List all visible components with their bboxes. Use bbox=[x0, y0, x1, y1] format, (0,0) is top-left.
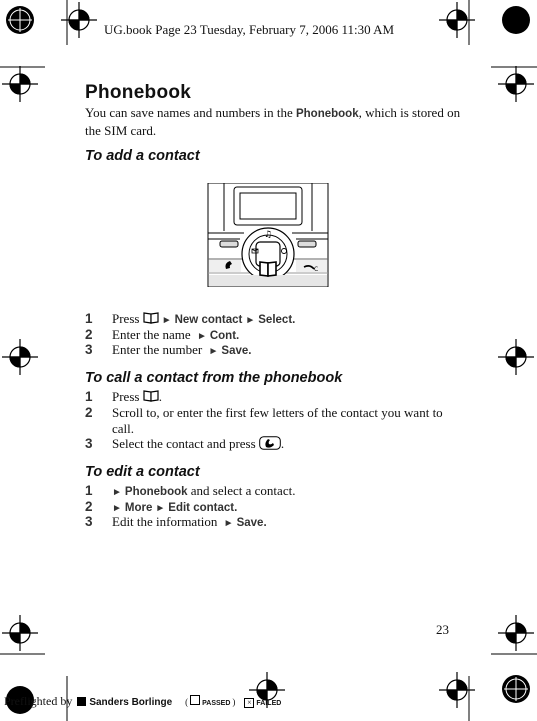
heading-add-contact: To add a contact bbox=[85, 148, 200, 164]
step-end: . bbox=[263, 517, 267, 529]
preflight-footer bbox=[4, 694, 281, 709]
step-end: . bbox=[158, 389, 162, 404]
intro-text-2: , which is stored on the SIM card. bbox=[85, 105, 461, 138]
step-number: 1 bbox=[85, 483, 93, 498]
step-number: 2 bbox=[85, 327, 93, 342]
step-text: Press bbox=[112, 389, 143, 404]
step-text: Enter the number bbox=[112, 342, 206, 357]
step-end: . bbox=[292, 314, 296, 326]
step-end: . bbox=[236, 330, 240, 342]
step-number: 3 bbox=[85, 436, 93, 451]
arrow-right-icon: ► bbox=[112, 503, 122, 514]
step-text: and select a contact. bbox=[187, 483, 296, 498]
preflight-prefix: Preflighted by bbox=[4, 694, 73, 708]
registration-mark-lower-left bbox=[2, 615, 38, 651]
page-number: 23 bbox=[436, 622, 449, 637]
menu-edit-contact: Edit contact bbox=[168, 502, 235, 514]
preflight-brand: Sanders Borlinge bbox=[89, 697, 173, 708]
heading-edit-contact: To edit a contact bbox=[85, 464, 200, 480]
intro-term-phonebook: Phonebook bbox=[295, 108, 359, 120]
menu-new-contact: New contact bbox=[174, 314, 243, 326]
arrow-right-icon: ► bbox=[155, 503, 166, 514]
heading-call-contact: To call a contact from the phonebook bbox=[85, 370, 343, 386]
page-title: Phonebook bbox=[85, 82, 192, 103]
menu-cont: Cont bbox=[209, 330, 237, 342]
phonebook-icon bbox=[143, 390, 159, 402]
svg-text:♫: ♫ bbox=[264, 230, 273, 240]
registration-mark-top-center-left bbox=[61, 2, 97, 38]
call-key-icon bbox=[259, 436, 281, 450]
registration-mark-middle-left bbox=[2, 339, 38, 375]
arrow-right-icon: ► bbox=[208, 346, 219, 357]
registration-mark-bottom-center-right bbox=[439, 672, 475, 708]
paren-open: ( bbox=[185, 697, 189, 707]
step-end: . bbox=[234, 502, 238, 514]
step-number: 1 bbox=[85, 311, 93, 326]
menu-save: Save bbox=[236, 517, 264, 529]
menu-save: Save bbox=[221, 345, 249, 357]
registration-mark-upper-left bbox=[2, 66, 38, 102]
arrow-right-icon: ► bbox=[223, 518, 234, 529]
step-number: 3 bbox=[85, 514, 93, 529]
arrow-right-icon: ► bbox=[112, 487, 122, 498]
step-text: Enter the name bbox=[112, 327, 194, 342]
intro-paragraph bbox=[85, 105, 465, 138]
arrow-right-icon: ► bbox=[161, 315, 172, 326]
registration-mark-upper-right bbox=[498, 66, 534, 102]
arrow-right-icon: ► bbox=[196, 331, 207, 342]
corner-circle-bottom-right bbox=[502, 675, 530, 703]
menu-more: More bbox=[124, 502, 153, 514]
step-text: Press bbox=[112, 311, 143, 326]
step-text: Select the contact and press bbox=[112, 436, 259, 451]
registration-mark-top-center-right bbox=[439, 2, 475, 38]
intro-text-1: You can save names and numbers in the bbox=[85, 105, 296, 120]
preflight-logo-icon bbox=[77, 697, 86, 706]
step-end: . bbox=[280, 436, 285, 451]
checkbox-failed-icon: × bbox=[244, 698, 254, 708]
step-end: . bbox=[248, 345, 252, 357]
corner-circle-top-right bbox=[502, 6, 530, 34]
paren-close: ) bbox=[232, 697, 236, 707]
menu-select: Select bbox=[258, 314, 293, 326]
arrow-right-icon: ► bbox=[245, 315, 256, 326]
phone-illustration bbox=[200, 183, 336, 287]
step-number: 1 bbox=[85, 389, 93, 404]
registration-mark-middle-right bbox=[498, 339, 534, 375]
phonebook-icon bbox=[143, 312, 159, 324]
registration-mark-lower-right bbox=[498, 615, 534, 651]
svg-text:C: C bbox=[314, 266, 319, 273]
step-text: Edit the information bbox=[112, 514, 221, 529]
step-number: 2 bbox=[85, 499, 93, 514]
label-failed: FAILED bbox=[256, 700, 282, 707]
menu-phonebook: Phonebook bbox=[124, 486, 188, 498]
step-number: 3 bbox=[85, 342, 93, 357]
step-number: 2 bbox=[85, 405, 93, 420]
checkbox-passed-icon bbox=[190, 695, 200, 705]
step-text: Scroll to, or enter the first few letters of the contact you want to call. bbox=[112, 405, 443, 436]
label-passed: PASSED bbox=[202, 700, 231, 707]
phonebook-icon bbox=[260, 262, 276, 276]
book-header: UG.book Page 23 Tuesday, February 7, 2006 11:30 AM bbox=[104, 22, 395, 37]
corner-circle-top-left bbox=[6, 6, 34, 34]
